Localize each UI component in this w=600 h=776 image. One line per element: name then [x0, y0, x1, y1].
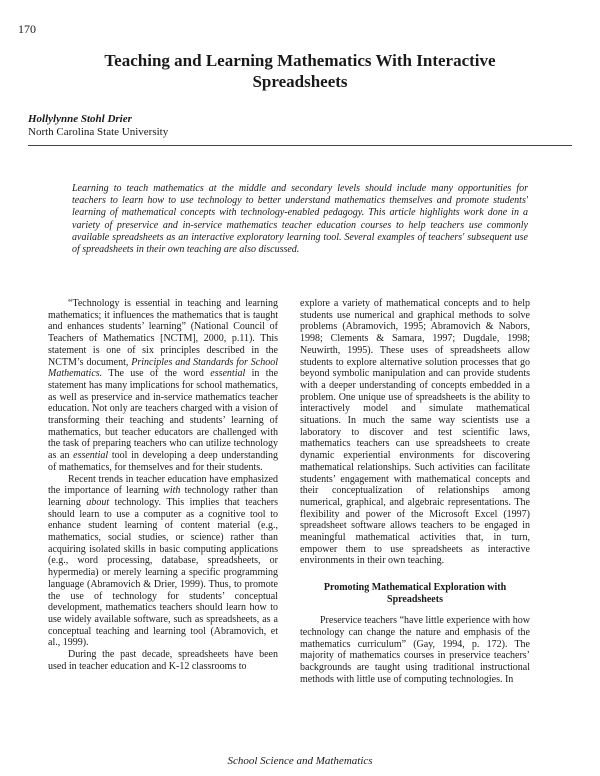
author-affiliation: North Carolina State University — [28, 126, 169, 138]
emphasis-principles-title: Principles and Standards for School Mathematics. — [48, 356, 279, 380]
left-column — [48, 298, 278, 673]
emphasis-essential: essential — [210, 368, 246, 380]
header-divider — [28, 145, 572, 146]
article-title: Teaching and Learning Mathematics With Interactive Spreadsheets — [104, 51, 496, 91]
right-column — [300, 298, 530, 685]
abstract: Learning to teach mathematics at the middle and secondary levels should include many opportunities for teachers to learn how to use technology to better understand mathematics themselves and promote students' learning of mathematical concepts with technology-enabled pedagogy. This article highlights work done in a variety of preservice and in-service mathematics teacher education courses to help teachers use commonly available spreadsheets as an interactive exploratory learning tool. Several examples of teachers' subsequent use of spreadsheets in their own teaching are also discussed. — [72, 183, 528, 256]
journal-footer: School Science and Mathematics — [227, 755, 373, 767]
emphasis-with: with — [163, 485, 181, 497]
right-paragraph-2: Preservice teachers “have little experience with how technology can change the nature and emphasis of the mathematics curriculum” (Gay, 1994, p. 172). The majority of mathematics courses in preservice teachers’ backgrounds are taught using traditional instructional methods with little use of computing technologies. In — [300, 615, 530, 685]
section-heading: Promoting Mathematical Exploration with Spreadsheets — [323, 582, 507, 606]
emphasis-essential: essential — [73, 450, 109, 462]
right-paragraph-1: explore a variety of mathematical concepts and to help students use numerical and graphical methods to solve problems (Abramovich, 1995; Abramovich & Nabors, 1998; Clements & Samara, 1997; Dugdale, 1998; Neuwirth, 1995). These uses of spreadsheets allow students to explore alternative solution processes that go beyond symbolic manipulation and can provide students with a deeper understanding of concepts embedded in a problem. One unique use of spreadsheets is the ability to interactively model and simulate mathematical situations. In much the same way scientists use a laboratory to discover and test scientific laws, mathematics teachers can use spreadsheets to create dynamic experiential environments for discovering mathematical relationships. Such activities can facilitate students’ engagement with mathematical concepts and their conceptualization of relationships among numerical, graphical, and algebraic representations. The flexibility and power of the Microsoft Excel (1997) spreadsheet software allows teachers to be engaged in meaningful mathematical activities that, in turn, empower them to use spreadsheets as interactive environments in their own teaching. — [300, 298, 530, 567]
left-paragraph-2: Recent trends in teacher education have emphasized the importance of learning with technology rather than learning about technology. This implies that teachers should learn to use a computer as a cognitive tool to enhance student learning of content material (e.g., mathematics, social studies, or science) rather than acquiring isolated skills in basic computing applications (e.g., word processing, database, spreadsheets, or hypermedia) or merely learning a specific programming language (Abramovich & Drier, 1999). Thus, to promote the use of technology for students’ conceptual development, mathematics teachers should learn how to use widely available software, such as spreadsheets, as a conceptual teaching and learning tool (Abramovich, et al., 1999). — [48, 473, 278, 649]
author-name: Hollylynne Stohl Drier — [28, 113, 132, 125]
page-number: 170 — [18, 22, 36, 36]
left-paragraph-1: “Technology is essential in teaching and learning mathematics; it influences the mathematics that is taught and enhances students’ learning” (National Council of Teachers of Mathematics [NCTM], 2000, p.11). This statement is one of six principles described in the NCTM’s document, Principles and Standards for School Mathematics. The use of the word essential in the statement has many implications for school mathematics, as well as preservice and in-service mathematics teacher education. Not only are teachers charged with a vision of transforming their teaching and students’ learning of mathematics, but teacher educators are challenged with the task of preparing teachers who can utilize technology as an essential tool in developing a deep understanding of mathematics, for themselves and for their students. — [48, 298, 279, 473]
emphasis-about: about — [86, 496, 110, 508]
left-paragraph-3: During the past decade, spreadsheets have been used in teacher education and K-12 classrooms to — [48, 649, 278, 672]
